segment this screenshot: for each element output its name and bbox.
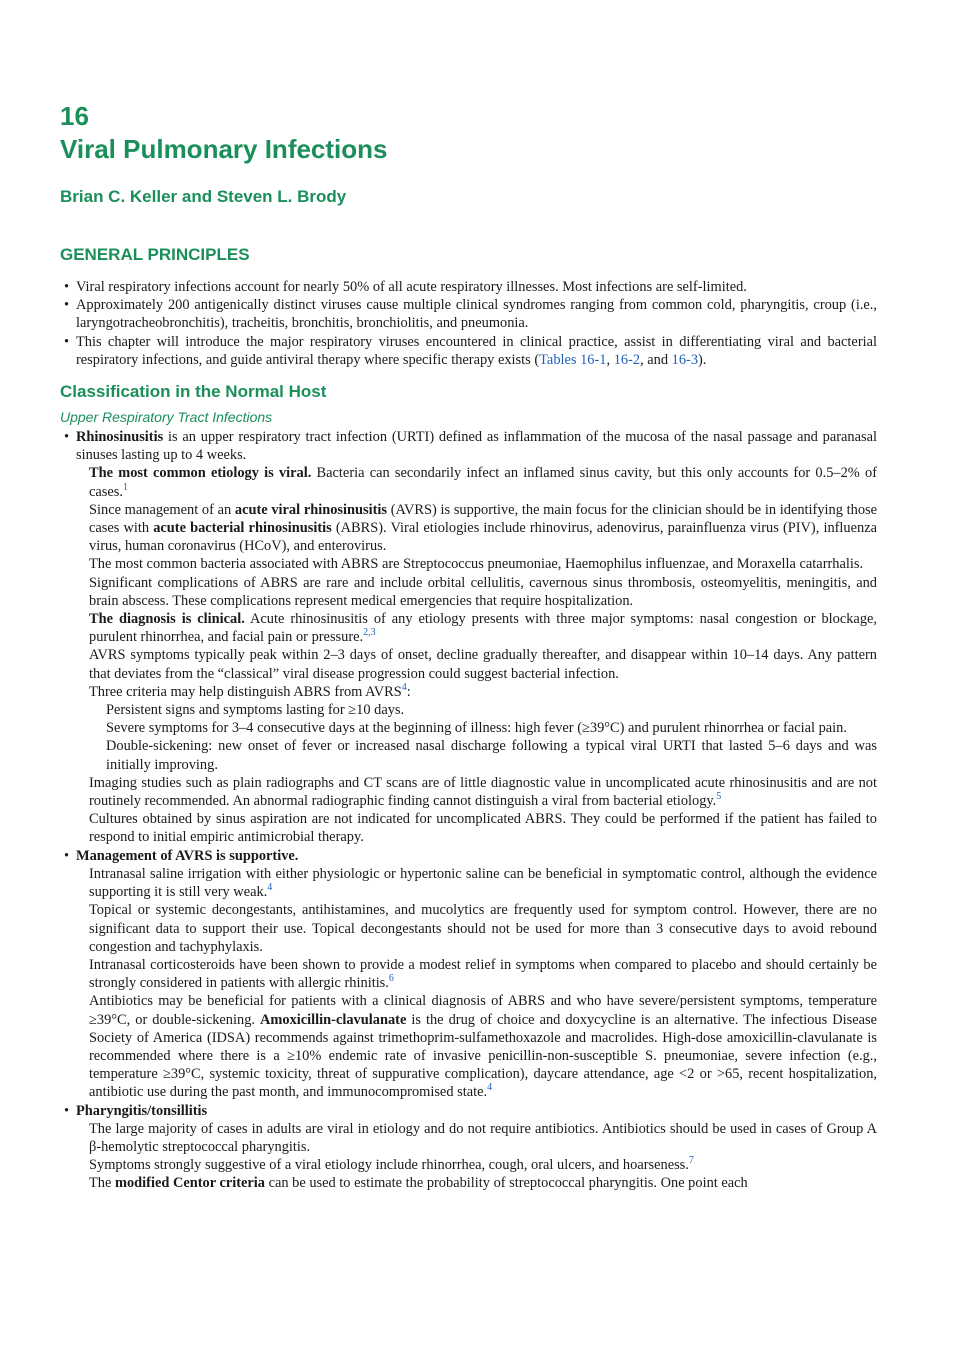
paragraph [60, 865, 877, 901]
term: Rhinosinusitis [76, 429, 164, 446]
paragraph-text: Symptoms strongly suggestive of a viral etiology include rhinorrhea, cough, oral ulcers, and hoarseness. [89, 1157, 689, 1174]
paragraph-text: Imaging studies such as plain radiographs and CT scans are of little diagnostic value in uncomplicated acute rhinosinusitis and are not routinely recommended. An abnormal radiographic finding cannot distinguish a viral from bacterial etiology. [89, 774, 877, 810]
bullet-item [60, 333, 877, 369]
chapter-number: 16 [60, 101, 89, 131]
paragraph-text: The [89, 1175, 115, 1192]
bullet-text: Approximately 200 antigenically distinct viruses cause multiple clinical syndromes ranging from common cold, pharyngitis, croup (i.e., laryngotracheobronchitis), tracheitis, bronchitis, bronchiolitis, and pneumonia. [76, 297, 877, 332]
bullet-item [60, 428, 877, 464]
emphasis: acute viral rhinosinusitis [234, 501, 387, 518]
bullet-item [60, 1102, 877, 1120]
bullet-heading: Pharyngitis/tonsillitis [76, 1102, 208, 1119]
emphasis: The most common etiology is viral. [89, 465, 312, 482]
paragraph: The most common bacteria associated with ABRS are Streptococcus pneumoniae, Haemophilus influenzae, and Moraxella catarrhalis. [89, 556, 864, 573]
table-link[interactable]: 16-3 [671, 351, 699, 368]
chapter-title: Viral Pulmonary Infections [60, 134, 388, 164]
bullet-glyph: • [64, 847, 70, 864]
paragraph-text: Intranasal corticosteroids have been shown to provide a modest relief in symptoms when compared to placebo and should certainly be strongly considered in patients with allergic rhinitis. [89, 956, 877, 992]
emphasis: acute bacterial rhinosinusitis [153, 520, 332, 537]
body-text [60, 278, 877, 1193]
bullet-item [60, 847, 877, 865]
bullet-glyph: • [64, 279, 70, 295]
bullet-heading: Management of AVRS is supportive. [76, 847, 299, 864]
paragraph: The large majority of cases in adults are viral in etiology and do not require antibiotics. Antibiotics should be used in cases of Group A β-hemolytic streptococcal pharyngitis. [89, 1120, 877, 1155]
reference-link[interactable]: 4 [267, 882, 273, 894]
emphasis: The diagnosis is clinical. [89, 611, 245, 628]
paragraph-text: Since management of an [89, 501, 235, 518]
reference-link[interactable]: 6 [388, 973, 394, 985]
paragraph [60, 956, 877, 992]
emphasis: modified Centor criteria [114, 1175, 265, 1192]
reference-link[interactable]: 4 [401, 682, 407, 694]
paragraph: AVRS symptoms typically peak within 2–3 days of onset, decline gradually thereafter, and disappear within 10–14 days. Any pattern that deviates from the “classical” viral disease progression could suggest bacterial infection. [89, 647, 877, 682]
reference-link[interactable]: 2,3 [363, 627, 376, 639]
bullet-glyph: • [64, 333, 70, 350]
reference-link[interactable]: 5 [716, 791, 722, 803]
paragraph [60, 774, 877, 810]
paragraph [60, 683, 877, 701]
criterion-item: Double-sickening: new onset of fever or increased nasal discharge following a typical viral URTI that lasted 5–6 days and was initially improving. [106, 738, 877, 773]
paragraph [60, 992, 877, 1101]
criterion-item: Severe symptoms for 3–4 consecutive days at the beginning of illness: high fever (≥39°C) and purulent rhinorrhea or facial pain. [106, 720, 847, 737]
paragraph-text: Bacteria can secondarily infect an inflamed sinus cavity, but this only accounts for 0.5–2% of cases. [89, 465, 877, 500]
paragraph [60, 610, 877, 646]
bullet-item [60, 278, 877, 296]
reference-link[interactable]: 4 [487, 1082, 493, 1094]
separator: ). [698, 351, 707, 368]
separator: , [606, 351, 614, 368]
paragraph-text: can be used to estimate the probability of streptococcal pharyngitis. One point each [264, 1175, 748, 1192]
subsection-heading: Classification in the Normal Host [60, 382, 327, 402]
paragraph: Cultures obtained by sinus aspiration are not indicated for uncomplicated ABRS. They could be performed if the patient has failed to respond to initial empiric antimicrobial therapy. [89, 811, 877, 846]
paragraph-text: Antibiotics may be beneficial for patients with a clinical diagnosis of ABRS and who have severe/persistent symptoms, temperature ≥39°C, or double-sickening. [89, 993, 877, 1028]
separator: , and [640, 351, 672, 368]
bullet-glyph: • [64, 429, 70, 446]
table-link[interactable]: 16-2 [613, 351, 641, 368]
bullet-text: This chapter will introduce the major respiratory viruses encountered in clinical practice, assist in differentiating viral and bacterial respiratory infections, and guide antiviral therapy where specific therapy exists ( [76, 333, 877, 368]
bullet-item [60, 296, 877, 332]
paragraph-text: : [406, 683, 411, 700]
paragraph-text: Acute rhinosinusitis of any etiology presents with three major symptoms: nasal congestion or blockage, purulent rhinorrhea, and facial pain or pressure. [89, 611, 877, 646]
paragraph-text: is the drug of choice and doxycycline is an alternative. The infectious Disease Society of America (IDSA) recommends against trimethoprim-sulfamethoxazole and macrolides. High-dose amoxicillin-clavulanate is recommended where there is a ≥10% endemic rate of invasive penicillin-non-susceptible S. pneumoniae, severe infection (e.g., temperature ≥39°C, systemic toxicity, threat of suppurative complication), daycare attendance, age <2 or >65, recent hospitalization, antibiotic use during the past month, and immunocompromised state. [89, 1011, 878, 1101]
paragraph-text: Intranasal saline irrigation with either physiologic or hypertonic saline can be beneficial in symptomatic control, although the evidence supporting it is still very weak. [89, 865, 877, 901]
paragraph [60, 464, 877, 500]
paragraph [60, 1174, 877, 1192]
criterion-item: Persistent signs and symptoms lasting for ≥10 days. [106, 702, 405, 719]
paragraph-text: Three criteria may help distinguish ABRS from AVRS [89, 683, 402, 700]
table-link[interactable]: Tables 16-1 [539, 351, 607, 368]
paragraph-text: (ABRS). Viral etiologies include rhinovirus, adenovirus, parainfluenza virus (PIV), influenza virus, human coronavirus (HCoV), and enterovirus. [89, 520, 877, 555]
paragraph: Significant complications of ABRS are rare and include orbital cellulitis, cavernous sinus thrombosis, osteomyelitis, meningitis, and brain abscess. These complications represent medical emergencies that require hospitalization. [89, 574, 877, 609]
paragraph: Topical or systemic decongestants, antihistamines, and mucolytics are frequently used for symptom control. However, there are no significant data to support their use. Topical decongestants should not be used for more than 3 consecutive days to avoid rebound congestion and tachyphylaxis. [89, 902, 877, 955]
reference-link[interactable]: 1 [122, 481, 128, 493]
chapter-authors: Brian C. Keller and Steven L. Brody [60, 187, 347, 206]
reference-link[interactable]: 7 [688, 1155, 694, 1167]
emphasis: Amoxicillin-clavulanate [260, 1011, 407, 1028]
bullet-glyph: • [64, 297, 70, 314]
section-heading-general: GENERAL PRINCIPLES [60, 245, 250, 264]
paragraph [60, 501, 877, 556]
bullet-glyph: • [64, 1102, 70, 1119]
paragraph-text: (AVRS) is supportive, the main focus for the clinician should be in identifying those cases with [89, 501, 877, 537]
term-definition: is an upper respiratory tract infection (URTI) defined as inflammation of the mucosa of the nasal passage and paranasal sinuses lasting up to 4 weeks. [76, 429, 877, 464]
bullet-text: Viral respiratory infections account for nearly 50% of all acute respiratory illnesses. Most infections are self-limited. [76, 279, 747, 295]
subsubsection-heading: Upper Respiratory Tract Infections [60, 409, 273, 426]
paragraph [60, 1156, 877, 1174]
